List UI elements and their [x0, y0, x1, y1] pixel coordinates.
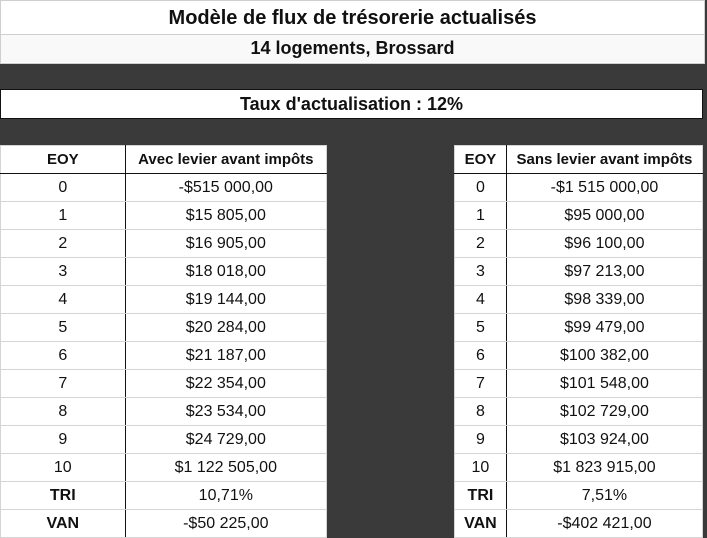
table-row [455, 230, 703, 258]
table-row [1, 314, 327, 342]
eoy-cell: 10 [1, 454, 126, 482]
cashflow-cell: $96 100,00 [506, 230, 702, 258]
cashflow-cell: $95 000,00 [506, 202, 702, 230]
table-row [1, 426, 327, 454]
eoy-cell: 1 [1, 202, 126, 230]
table-row [1, 174, 327, 202]
cashflow-cell: $101 548,00 [506, 370, 702, 398]
table-row [1, 230, 327, 258]
table-row [455, 454, 703, 482]
table-row [455, 426, 703, 454]
eoy-cell: 0 [455, 174, 507, 202]
table-row [455, 398, 703, 426]
eoy-cell: 8 [1, 398, 126, 426]
cashflow-cell: $102 729,00 [506, 398, 702, 426]
cashflow-cell: -$1 515 000,00 [506, 174, 702, 202]
tri-value: 7,51% [506, 482, 702, 510]
tri-label: TRI [1, 482, 126, 510]
unleveraged-cashflow-table [454, 145, 703, 538]
title-box [0, 0, 705, 64]
table-row [455, 370, 703, 398]
cashflow-cell: $24 729,00 [125, 426, 326, 454]
table-row [455, 258, 703, 286]
eoy-cell: 9 [455, 426, 507, 454]
eoy-cell: 2 [1, 230, 126, 258]
cashflow-cell: -$515 000,00 [125, 174, 326, 202]
eoy-cell: 6 [1, 342, 126, 370]
eoy-cell: 2 [455, 230, 507, 258]
table-row [1, 342, 327, 370]
eoy-cell: 3 [455, 258, 507, 286]
eoy-cell: 9 [1, 426, 126, 454]
table-row [455, 314, 703, 342]
table-row [455, 174, 703, 202]
discount-rate-label: Taux d'actualisation : 12% [0, 89, 703, 119]
cashflow-cell: $23 534,00 [125, 398, 326, 426]
cashflow-cell: $16 905,00 [125, 230, 326, 258]
table-row [1, 202, 327, 230]
eoy-cell: 8 [455, 398, 507, 426]
cashflow-cell: $20 284,00 [125, 314, 326, 342]
van-value: -$50 225,00 [125, 510, 326, 538]
table-row [1, 454, 327, 482]
page-subtitle: 14 logements, Brossard [1, 34, 704, 62]
tri-label: TRI [455, 482, 507, 510]
eoy-cell: 0 [1, 174, 126, 202]
column-header-unleveraged: Sans levier avant impôts [506, 146, 702, 174]
cashflow-cell: $98 339,00 [506, 286, 702, 314]
cashflow-cell: $15 805,00 [125, 202, 326, 230]
table-row [455, 202, 703, 230]
eoy-cell: 6 [455, 342, 507, 370]
table-row [1, 286, 327, 314]
cashflow-cell: $1 823 915,00 [506, 454, 702, 482]
eoy-cell: 5 [1, 314, 126, 342]
leveraged-cashflow-table [0, 145, 327, 538]
eoy-cell: 3 [1, 258, 126, 286]
van-label: VAN [455, 510, 507, 538]
cashflow-cell: $97 213,00 [506, 258, 702, 286]
eoy-cell: 10 [455, 454, 507, 482]
eoy-cell: 7 [455, 370, 507, 398]
eoy-cell: 4 [455, 286, 507, 314]
cashflow-cell: $99 479,00 [506, 314, 702, 342]
eoy-cell: 7 [1, 370, 126, 398]
column-header-leveraged: Avec levier avant impôts [125, 146, 326, 174]
table-row [1, 370, 327, 398]
table-row [455, 286, 703, 314]
cashflow-cell: $100 382,00 [506, 342, 702, 370]
tri-value: 10,71% [125, 482, 326, 510]
column-header-eoy: EOY [1, 146, 126, 174]
eoy-cell: 4 [1, 286, 126, 314]
cashflow-cell: $1 122 505,00 [125, 454, 326, 482]
van-label: VAN [1, 510, 126, 538]
eoy-cell: 5 [455, 314, 507, 342]
cashflow-cell: $19 144,00 [125, 286, 326, 314]
table-row [455, 342, 703, 370]
cashflow-cell: $18 018,00 [125, 258, 326, 286]
cashflow-cell: $22 354,00 [125, 370, 326, 398]
van-value: -$402 421,00 [506, 510, 702, 538]
cashflow-cell: $103 924,00 [506, 426, 702, 454]
table-row [1, 258, 327, 286]
cashflow-cell: $21 187,00 [125, 342, 326, 370]
page-title: Modèle de flux de trésorerie actualisés [168, 7, 537, 29]
column-header-eoy: EOY [455, 146, 507, 174]
table-row [1, 398, 327, 426]
eoy-cell: 1 [455, 202, 507, 230]
